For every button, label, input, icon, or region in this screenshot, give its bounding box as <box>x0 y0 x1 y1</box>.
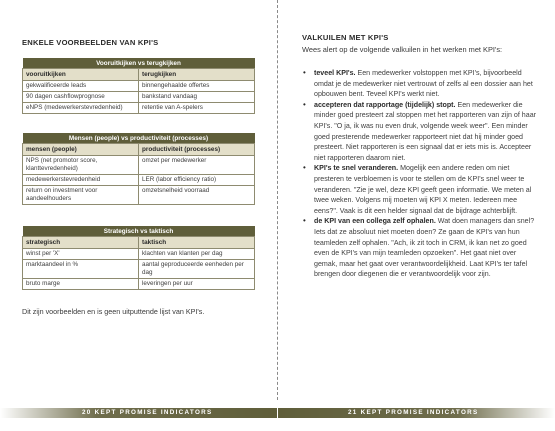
column-header: productiviteit (processes) <box>139 144 255 156</box>
pitfall-list <box>302 68 538 280</box>
bullet-icon: • <box>303 68 306 77</box>
list-item <box>302 100 538 164</box>
table-forward-vs-backward <box>22 58 255 114</box>
table-row <box>23 260 255 279</box>
table-cell: gekwalificeerde leads <box>23 81 139 92</box>
table-cell: 90 dagen cashflowprognose <box>23 92 139 103</box>
list-item <box>302 68 538 100</box>
left-heading: ENKELE VOORBEELDEN VAN KPI'S <box>22 38 159 47</box>
bullet-text: Een medewerker die minder goed presteert zal stoppen met het rapporteren van zijn of haar KPI's. "O ja, ik was nu even druk, volgende week weer". Een minder goed presterende medewerker rapporteert niet dat hij minder goed presteert. Niet rapporteren is een signaal dat er iets mis is. Accepteer niet rapporteren daarom niet. <box>314 100 537 162</box>
table-cell: klachten van klanten per dag <box>139 249 255 260</box>
bullet-text: Mogelijk een andere reden om niet presteren te verbloemen is voor te stellen om de KPI's snel weer te veranderen. "Zie je wel, deze KPI geeft geen informatie. We meten al twee weken. Volgens mij moeten wij KPI X meten. Iedereen mee eens?". Vaak is dit een helder signaal dat de bijdrage achterblijft. <box>314 164 532 215</box>
table-cell: retentie van A-spelers <box>139 103 255 114</box>
bullet-title: teveel KPI's. <box>314 69 356 77</box>
column-header: terugkijken <box>139 69 255 81</box>
bullet-icon: • <box>303 163 306 173</box>
table-row <box>23 92 255 103</box>
column-header: taktisch <box>139 237 255 249</box>
left-page-number: 20 KEPT PROMISE INDICATORS <box>82 409 213 416</box>
table-cell: binnengehaalde offertes <box>139 81 255 92</box>
table-title: Mensen (people) vs productiviteit (processes) <box>23 133 255 144</box>
right-heading: VALKUILEN MET KPI'S <box>302 33 389 42</box>
table-cell: bankstand vandaag <box>139 92 255 103</box>
table-row <box>23 249 255 260</box>
table-cell: leveringen per uur <box>139 279 255 290</box>
table-cell: bruto marge <box>23 279 139 290</box>
table-people-vs-productivity <box>22 133 255 205</box>
right-footer <box>278 408 555 418</box>
bullet-title: KPI's te snel veranderen. <box>314 164 399 173</box>
table-cell: marktaandeel in % <box>23 260 139 279</box>
intro-text: Wees alert op de volgende valkuilen in het werken met KPI's: <box>302 45 503 54</box>
column-header: strategisch <box>23 237 139 249</box>
table-title: Vooruitkijken vs terugkijken <box>23 58 255 69</box>
bullet-text: Wat doen managers dan snel? Iets dat ze absoluut niet moeten doen? Ze gaan de KPI's van hun teamleden zelf ophalen. "Ach, ik zit toch in CRM, ik kan net zo goed even de KPI's van mijn teamleden opzoeken". Het gaat niet over gemak, maar het gaat over verantwoordelijkheid. Laat KPI's ter tafel brengen door diegenen die er verantwoordelijk voor zijn. <box>314 217 535 279</box>
table-cell: omzet per medewerker <box>139 156 255 175</box>
table-row <box>23 279 255 290</box>
table-cell: omzetsnelheid voorraad <box>139 186 255 205</box>
table-row <box>23 186 255 205</box>
list-item <box>302 216 538 280</box>
left-footer <box>0 408 277 418</box>
table-cell: aantal geproduceerde eenheden per dag <box>139 260 255 279</box>
bullet-icon: • <box>303 216 306 226</box>
bullet-icon: • <box>303 99 306 109</box>
table-row <box>23 156 255 175</box>
table-row <box>23 81 255 92</box>
table-cell: LER (labor efficiency ratio) <box>139 175 255 186</box>
list-item <box>302 163 538 216</box>
bullet-title: accepteren dat rapportage (tijdelijk) stopt. <box>314 100 456 109</box>
table-row <box>23 175 255 186</box>
table-cell: return on investment voor aandeelhouders <box>23 186 139 205</box>
bullet-text: Een medewerker volstoppen met KPI's, bijvoorbeeld omdat je de medewerker niet vertrouwt of zelfs al een dossier aan het opbouwen bent. Teveel KPI's werkt niet. <box>314 69 533 99</box>
right-page-number: 21 KEPT PROMISE INDICATORS <box>348 409 479 416</box>
right-page <box>278 0 555 431</box>
column-header: vooruitkijken <box>23 69 139 81</box>
left-page <box>0 0 277 431</box>
table-title: Strategisch vs taktisch <box>23 226 255 237</box>
column-header: mensen (people) <box>23 144 139 156</box>
table-cell: eNPS (medewerkerstevredenheid) <box>23 103 139 114</box>
table-cell: medewerkerstevredenheid <box>23 175 139 186</box>
table-cell: NPS (net promotor score, klanttevredenheid) <box>23 156 139 175</box>
closing-note: Dit zijn voorbeelden en is geen uitputtende lijst van KPI's. <box>22 307 205 316</box>
bullet-title: de KPI van een collega zelf ophalen. <box>314 217 436 226</box>
table-strategic-vs-tactical <box>22 226 255 290</box>
table-row <box>23 103 255 114</box>
table-cell: winst per 'X' <box>23 249 139 260</box>
